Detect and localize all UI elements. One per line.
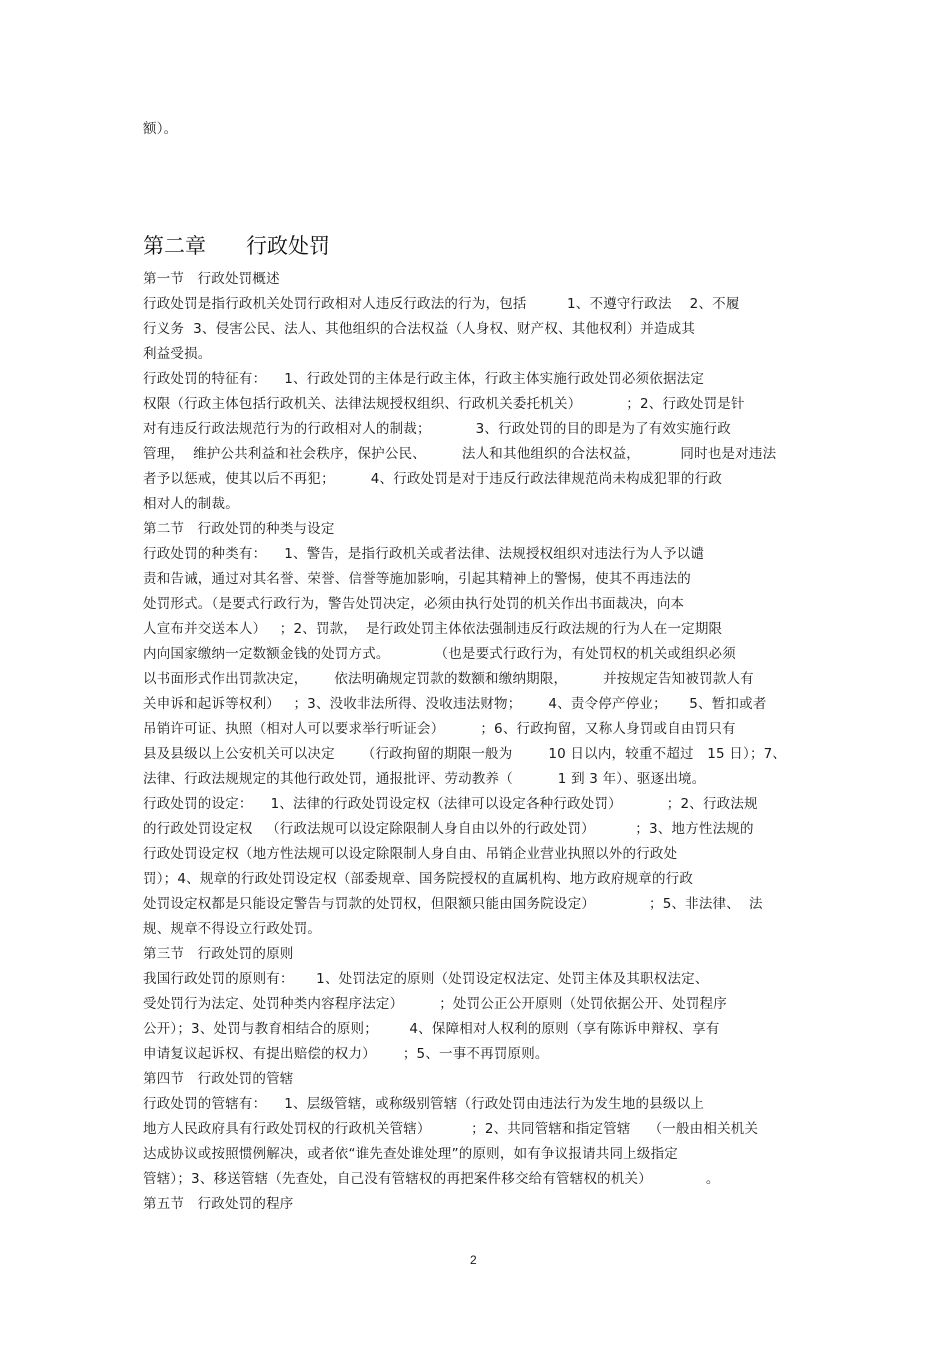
text-line: 地方人民政府具有行政处罚权的行政机关管辖） ；2、共同管辖和指定管辖 （一般由相关机关 xyxy=(143,1121,759,1137)
text-line: 我国行政处罚的原则有： 1、处罚法定的原则（处罚设定权法定、处罚主体及其职权法定、 xyxy=(143,971,709,987)
text-line: 行义务 3、侵害公民、法人、其他组织的合法权益（人身权、财产权、其他权利）并造成其 xyxy=(143,321,696,337)
text-line: 吊销许可证、执照（相对人可以要求举行听证会） ；6、行政拘留，又称人身罚或自由罚只有 xyxy=(143,721,736,737)
text-line: 公开）；3、处罚与教育相结合的原则； 4、保障相对人权利的原则（享有陈诉申辩权、享有 xyxy=(143,1021,720,1037)
text-line: 规、规章不得设立行政处罚。 xyxy=(143,921,322,937)
section-heading: 第四节 行政处罚的管辖 xyxy=(143,1071,294,1087)
text-line: 内向国家缴纳一定数额金钱的处罚方式。 （也是要式行政行为，有处罚权的机关或组织必须 xyxy=(143,646,736,662)
text-line: 者予以惩戒，使其以后不再犯； 4、行政处罚是对于违反行政法律规范尚未构成犯罪的行政 xyxy=(143,471,723,487)
text-line: 申请复议起诉权、有提出赔偿的权力） ；5、一事不再罚原则。 xyxy=(143,1046,549,1062)
text-line: 管理， 维护公共利益和社会秩序，保护公民、 法人和其他组织的合法权益， 同时也是对违法 xyxy=(143,446,777,462)
text-line: 行政处罚是指行政机关处罚行政相对人违反行政法的行为，包括 1、不遵守行政法 2、不履 xyxy=(143,296,740,312)
section-heading: 第一节 行政处罚概述 xyxy=(143,271,280,287)
text-line: 达成协议或按照惯例解决，或者依“谁先查处谁处理”的原则，如有争议报请共同上级指定 xyxy=(143,1146,678,1162)
text-line: 以书面形式作出罚款决定， 依法明确规定罚款的数额和缴纳期限， 并按规定告知被罚款人有 xyxy=(143,671,754,687)
text-line: 关申诉和起诉等权利） ；3、没收非法所得、没收违法财物； 4、责令停产停业； 5、暂扣或者 xyxy=(143,696,767,712)
text-line: 责和告诫，通过对其名誉、荣誉、信誉等施加影响，引起其精神上的警惕，使其不再违法的 xyxy=(143,571,691,587)
text-line: 的行政处罚设定权 （行政法规可以设定除限制人身自由以外的行政处罚） ；3、地方性法规的 xyxy=(143,821,754,837)
page-number: 2 xyxy=(470,1253,477,1267)
text-line: 相对人的制裁。 xyxy=(143,496,239,512)
text-line: 利益受损。 xyxy=(143,346,212,362)
section-heading: 第三节 行政处罚的原则 xyxy=(143,946,294,962)
text-line: 处罚设定权都是只能设定警告与罚款的处罚权，但限额只能由国务院设定） ；5、非法律、 法 xyxy=(143,896,763,912)
text-line: 对有违反行政法规范行为的行政相对人的制裁； 3、行政处罚的目的即是为了有效实施行政 xyxy=(143,421,732,437)
text-line: 处罚形式。（是要式行政行为，警告处罚决定，必须由执行处罚的机关作出书面裁决，向本 xyxy=(143,596,685,612)
text-line: 额）。 xyxy=(143,121,178,137)
text-line: 行政处罚的管辖有： 1、层级管辖，或称级别管辖（行政处罚由违法行为发生地的县级以上 xyxy=(143,1096,705,1112)
text-line: 人宣布并交送本人） ；2、罚款， 是行政处罚主体依法强制违反行政法规的行为人在一定期限 xyxy=(143,621,723,637)
text-line: 法律、行政法规规定的其他行政处罚，通报批评、劳动教养（ 1 到 3 年）、驱逐出境。 xyxy=(143,771,706,787)
text-line: 行政处罚的特征有： 1、行政处罚的主体是行政主体，行政主体实施行政处罚必须依据法定 xyxy=(143,371,705,387)
text-line: 罚）；4、规章的行政处罚设定权（部委规章、国务院授权的直属机构、地方政府规章的行政 xyxy=(143,871,694,887)
text-line: 行政处罚设定权（地方性法规可以设定除限制人身自由、吊销企业营业执照以外的行政处 xyxy=(143,846,678,862)
text-line: 管辖）；3、移送管辖（先查处，自己没有管辖权的再把案件移交给有管辖权的机关） 。 xyxy=(143,1171,720,1187)
text-line: 权限（行政主体包括行政机关、法律法规授权组织、行政机关委托机关） ；2、行政处罚是针 xyxy=(143,396,745,412)
text-line: 行政处罚的种类有： 1、警告，是指行政机关或者法律、法规授权组织对违法行为人予以谴 xyxy=(143,546,705,562)
chapter-title: 第二章 行政处罚 xyxy=(143,234,331,258)
section-heading: 第五节 行政处罚的程序 xyxy=(143,1196,294,1212)
text-line: 行政处罚的设定： 1、法律的行政处罚设定权（法律可以设定各种行政处罚） ；2、行政法规 xyxy=(143,796,758,812)
text-line: 县及县级以上公安机关可以决定 （行政拘留的期限一般为 10 日以内，较重不超过 15 日）；7、 xyxy=(143,746,787,762)
section-heading: 第二节 行政处罚的种类与设定 xyxy=(143,521,335,537)
text-line: 受处罚行为法定、处罚种类内容程序法定） ；处罚公正公开原则（处罚依据公开、处罚程序 xyxy=(143,996,727,1012)
